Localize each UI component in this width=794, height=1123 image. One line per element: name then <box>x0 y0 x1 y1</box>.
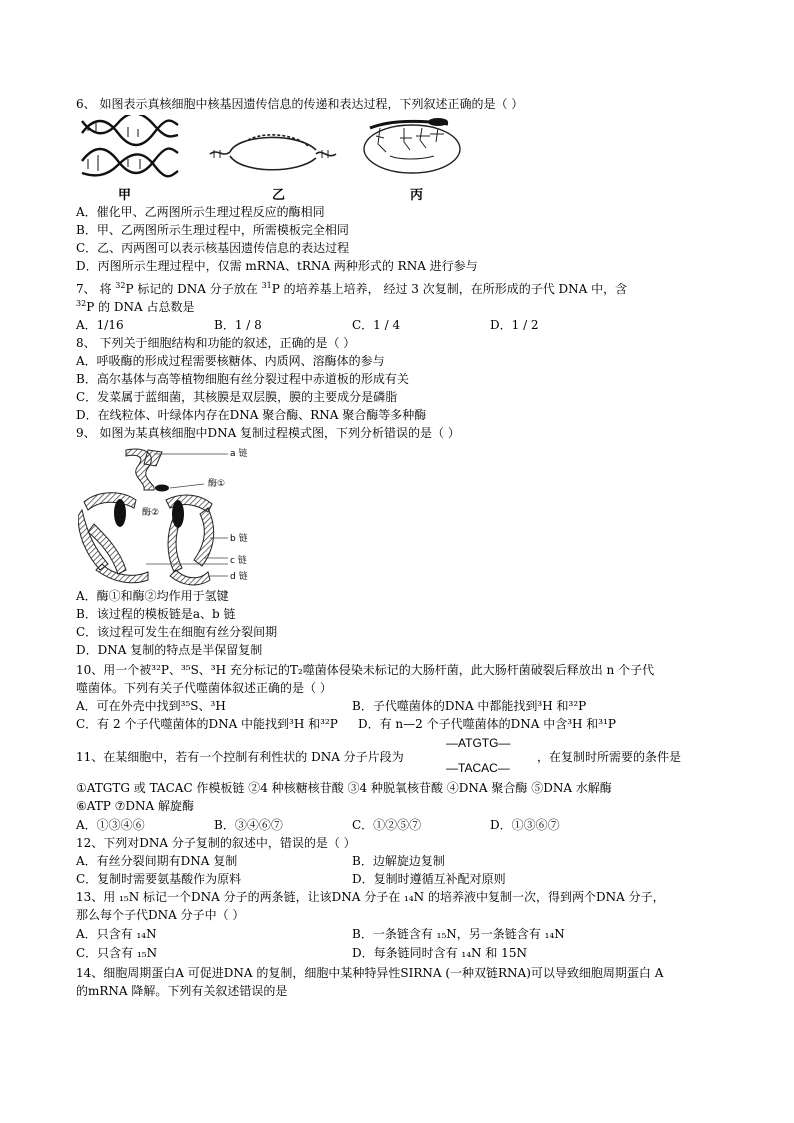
q12-stem: 12、下列对DNA 分子复制的叙述中，错误的是（ ） <box>76 836 356 850</box>
q11-stem-a: 11、在某细胞中，若有一个控制有利性状的 DNA 分子片段为 <box>76 750 404 764</box>
label-a-chain: a 链 <box>230 449 248 459</box>
q10-option-c: C．有 2 个子代噬菌体的DNA 中能找到³H 和³²P <box>76 717 338 731</box>
dna-fragment-bottom: —TACAC— <box>446 761 510 775</box>
q12-option-c: C．复制时需要氨基酸作为原料 <box>76 872 242 886</box>
q12-option-d: D．复制时遵循互补配对原则 <box>352 872 506 886</box>
q9-stem: 9、 如图为某真核细胞中DNA 复制过程模式图，下列分析错误的是（ ） <box>76 426 460 440</box>
q7-option-d: D．1 / 2 <box>490 318 539 332</box>
q11-conditions-line1: ①ATGTG 或 TACAC 作模板链 ②4 种核糖核苷酸 ③4 种脱氧核苷酸 ④DNA 聚合酶 ⑤DNA 水解酶 <box>76 781 612 795</box>
figure-caption-yi: 乙 <box>272 188 286 203</box>
q11-stem-b: ，在复制时所需要的条件是 <box>537 750 682 764</box>
transcription-figure <box>208 128 338 178</box>
q12-option-b: B．边解旋边复制 <box>352 854 445 868</box>
q13-option-d: D．每条链同时含有 ₁₄N 和 15N <box>352 946 527 960</box>
q9-option-c: C．该过程可发生在细胞有丝分裂间期 <box>76 625 278 639</box>
label-b-chain: b 链 <box>230 534 248 544</box>
label-enzyme-1: 酶① <box>208 479 226 489</box>
q11-conditions-line2: ⑥ATP ⑦DNA 解旋酶 <box>76 799 195 813</box>
dna-replication-figure <box>80 115 180 181</box>
q13-stem-line2: 那么每个子代DNA 分子中（ ） <box>76 908 245 922</box>
q8-option-d: D．在线粒体、叶绿体内存在DNA 聚合酶、RNA 聚合酶等多种酶 <box>76 408 427 422</box>
q13-option-c: C．只含有 ₁₅N <box>76 946 158 960</box>
q8-option-c: C．发菜属于蓝细菌，其核膜是双层膜，膜的主要成分是磷脂 <box>76 390 398 404</box>
q11-option-c: C．①②⑤⑦ <box>352 818 422 832</box>
q12-option-a: A．有丝分裂间期有DNA 复制 <box>76 854 238 868</box>
q13-option-b: B．一条链含有 ₁₅N，另一条链含有 ₁₄N <box>352 927 565 941</box>
translation-figure <box>360 116 464 182</box>
q11-option-b: B．③④⑥⑦ <box>214 818 283 832</box>
q10-option-a: A．可在外壳中找到³⁵S、³H <box>76 699 226 713</box>
q11-option-d: D．①③⑥⑦ <box>490 818 560 832</box>
q7-option-c: C．1 / 4 <box>352 318 401 332</box>
q6-stem: 6、 如图表示真核细胞中核基因遗传信息的传递和表达过程，下列叙述正确的是（ ） <box>76 97 524 111</box>
q6-option-c: C．乙、丙两图可以表示核基因遗传信息的表达过程 <box>76 241 350 255</box>
q10-stem-line2: 噬菌体。下列有关子代噬菌体叙述正确的是（ ） <box>76 681 332 695</box>
q14-stem-line1: 14、细胞周期蛋白A 可促进DNA 的复制，细胞中某种特异性SIRNA (一种双链RNA)可以导致细胞周期蛋白 A <box>76 966 664 980</box>
q7-option-a: A．1/16 <box>76 318 124 332</box>
q6-option-b: B．甲、乙两图所示生理过程中，所需模板完全相同 <box>76 223 349 237</box>
q14-stem-line2: 的mRNA 降解。下列有关叙述错误的是 <box>76 984 288 998</box>
q7-stem-line2: $^{32}$P 的 DNA 占总数是 <box>76 299 195 314</box>
label-c-chain: c 链 <box>230 556 247 566</box>
dna-fragment-top: —ATGTG— <box>446 736 511 750</box>
q10-option-b: B．子代噬菌体的DNA 中都能找到³H 和³²P <box>352 699 587 713</box>
q8-option-a: A．呼吸酶的形成过程需要核糖体、内质网、溶酶体的参与 <box>76 354 385 368</box>
label-enzyme-2: 酶② <box>142 508 160 518</box>
q9-option-a: A．酶①和酶②均作用于氢键 <box>76 589 229 603</box>
q13-stem-line1: 13、用 ₁₅N 标记一个DNA 分子的两条链，让该DNA 分子在 ₁₄N 的培养液中复制一次，得到两个DNA 分子， <box>76 890 665 904</box>
q13-option-a: A．只含有 ₁₄N <box>76 927 157 941</box>
q7-stem: 7、 将 $^{32}$P 标记的 DNA 分子放在 $^{31}$P 的培养基上培养， 经过 3 次复制，在所形成的子代 DNA 中，含 <box>76 281 628 296</box>
figure-caption-jia: 甲 <box>118 188 132 203</box>
q11-option-a: A．①③④⑥ <box>76 818 145 832</box>
q8-option-b: B．高尔基体与高等植物细胞有丝分裂过程中赤道板的形成有关 <box>76 372 409 386</box>
q10-stem-line1: 10、用一个被³²P、³⁵S、³H 充分标记的T₂噬菌体侵染未标记的大肠杆菌，此大肠杆菌破裂后释放出 n 个子代 <box>76 663 655 677</box>
label-d-chain: d 链 <box>230 572 248 582</box>
q7-option-b: B．1 / 8 <box>214 318 262 332</box>
q6-option-a: A．催化甲、乙两图所示生理过程反应的酶相同 <box>76 205 325 219</box>
q10-option-d: D．有 n—2 个子代噬菌体的DNA 中含³H 和³¹P <box>358 717 617 731</box>
q6-option-d: D．丙图所示生理过程中，仅需 mRNA、tRNA 两种形式的 RNA 进行参与 <box>76 259 478 273</box>
figure-caption-bing: 丙 <box>410 188 424 203</box>
q9-option-d: D．DNA 复制的特点是半保留复制 <box>76 643 263 657</box>
q8-stem: 8、 下列关于细胞结构和功能的叙述，正确的是（ ） <box>76 336 356 350</box>
q9-option-b: B．该过程的模板链是a、b 链 <box>76 607 236 621</box>
